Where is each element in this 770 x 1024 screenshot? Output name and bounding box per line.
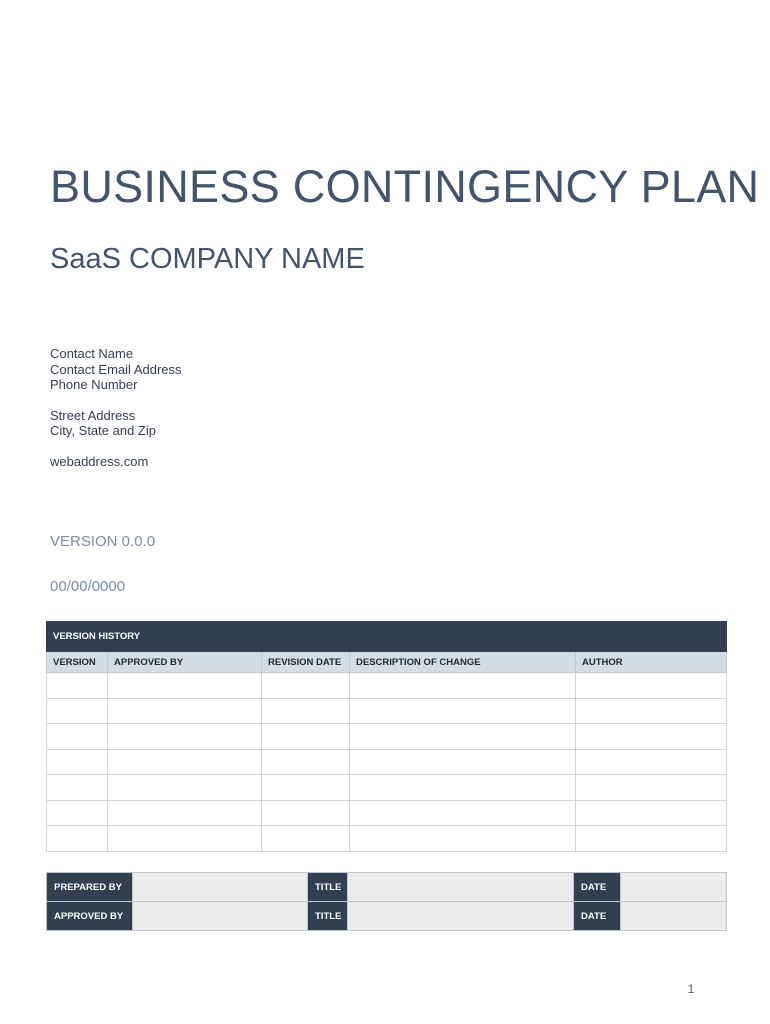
table-cell[interactable] — [47, 724, 108, 750]
city-state-zip: City, State and Zip — [50, 423, 156, 438]
approved-by-field[interactable] — [133, 902, 308, 931]
version-history-title: VERSION HISTORY — [47, 622, 727, 652]
table-cell[interactable] — [350, 749, 576, 775]
version-history-title-row — [47, 622, 727, 652]
column-header-approved-by: APPROVED BY — [108, 652, 262, 673]
contact-spacer — [50, 393, 450, 408]
table-cell[interactable] — [262, 673, 350, 699]
document-title: BUSINESS CONTINGENCY PLAN — [50, 161, 760, 212]
table-cell[interactable] — [576, 800, 727, 826]
table-row — [47, 800, 727, 826]
column-header-description: DESCRIPTION OF CHANGE — [350, 652, 576, 673]
table-cell[interactable] — [262, 826, 350, 852]
table-cell[interactable] — [47, 826, 108, 852]
table-cell[interactable] — [350, 698, 576, 724]
table-row — [47, 673, 727, 699]
table-cell[interactable] — [576, 775, 727, 801]
prepared-by-row — [47, 873, 727, 902]
approved-by-title-label: TITLE — [308, 902, 348, 931]
table-row — [47, 749, 727, 775]
table-cell[interactable] — [108, 826, 262, 852]
table-cell[interactable] — [576, 698, 727, 724]
table-cell[interactable] — [262, 800, 350, 826]
prepared-by-title-field[interactable] — [348, 873, 574, 902]
table-cell[interactable] — [576, 673, 727, 699]
table-row — [47, 724, 727, 750]
contact-email: Contact Email Address — [50, 361, 182, 377]
column-header-author: AUTHOR — [576, 652, 727, 673]
signoff-table — [46, 872, 727, 931]
contact-block — [50, 346, 450, 469]
table-cell[interactable] — [47, 698, 108, 724]
prepared-by-date-field[interactable] — [621, 873, 727, 902]
table-cell[interactable] — [108, 673, 262, 699]
approved-by-date-label: DATE — [574, 902, 621, 931]
contact-spacer — [50, 439, 450, 454]
table-cell[interactable] — [350, 775, 576, 801]
contact-name: Contact Name — [50, 346, 134, 361]
table-cell[interactable] — [108, 698, 262, 724]
table-cell[interactable] — [108, 724, 262, 750]
prepared-by-date-label: DATE — [574, 873, 621, 902]
table-cell[interactable] — [262, 698, 350, 724]
contact-phone: Phone Number — [50, 377, 138, 392]
table-row — [47, 775, 727, 801]
table-row — [47, 698, 727, 724]
table-cell[interactable] — [108, 775, 262, 801]
prepared-by-label: PREPARED BY — [47, 873, 133, 902]
version-history-table — [46, 621, 727, 852]
column-header-version: VERSION — [47, 652, 108, 673]
prepared-by-title-label: TITLE — [308, 873, 348, 902]
approved-by-date-field[interactable] — [621, 902, 727, 931]
approved-by-row — [47, 902, 727, 931]
table-cell[interactable] — [350, 826, 576, 852]
table-row — [47, 826, 727, 852]
page-number: 1 — [687, 982, 695, 996]
table-cell[interactable] — [47, 749, 108, 775]
table-cell[interactable] — [108, 800, 262, 826]
table-cell[interactable] — [262, 749, 350, 775]
table-cell[interactable] — [262, 775, 350, 801]
approved-by-title-field[interactable] — [348, 902, 574, 931]
table-cell[interactable] — [108, 749, 262, 775]
table-cell[interactable] — [576, 749, 727, 775]
web-address: webaddress.com — [50, 453, 149, 469]
table-cell[interactable] — [262, 724, 350, 750]
table-cell[interactable] — [350, 800, 576, 826]
version-number: VERSION 0.0.0 — [50, 533, 156, 550]
table-cell[interactable] — [350, 724, 576, 750]
version-history-header-row — [47, 652, 727, 673]
company-name: SaaS COMPANY NAME — [50, 243, 365, 275]
prepared-by-field[interactable] — [133, 873, 308, 902]
table-cell[interactable] — [350, 673, 576, 699]
street-address: Street Address — [50, 407, 136, 423]
table-cell[interactable] — [576, 826, 727, 852]
table-cell[interactable] — [47, 775, 108, 801]
table-cell[interactable] — [47, 800, 108, 826]
version-date: 00/00/0000 — [50, 578, 126, 595]
approved-by-label: APPROVED BY — [47, 902, 133, 931]
table-cell[interactable] — [576, 724, 727, 750]
table-cell[interactable] — [47, 673, 108, 699]
column-header-revision-date: REVISION DATE — [262, 652, 350, 673]
